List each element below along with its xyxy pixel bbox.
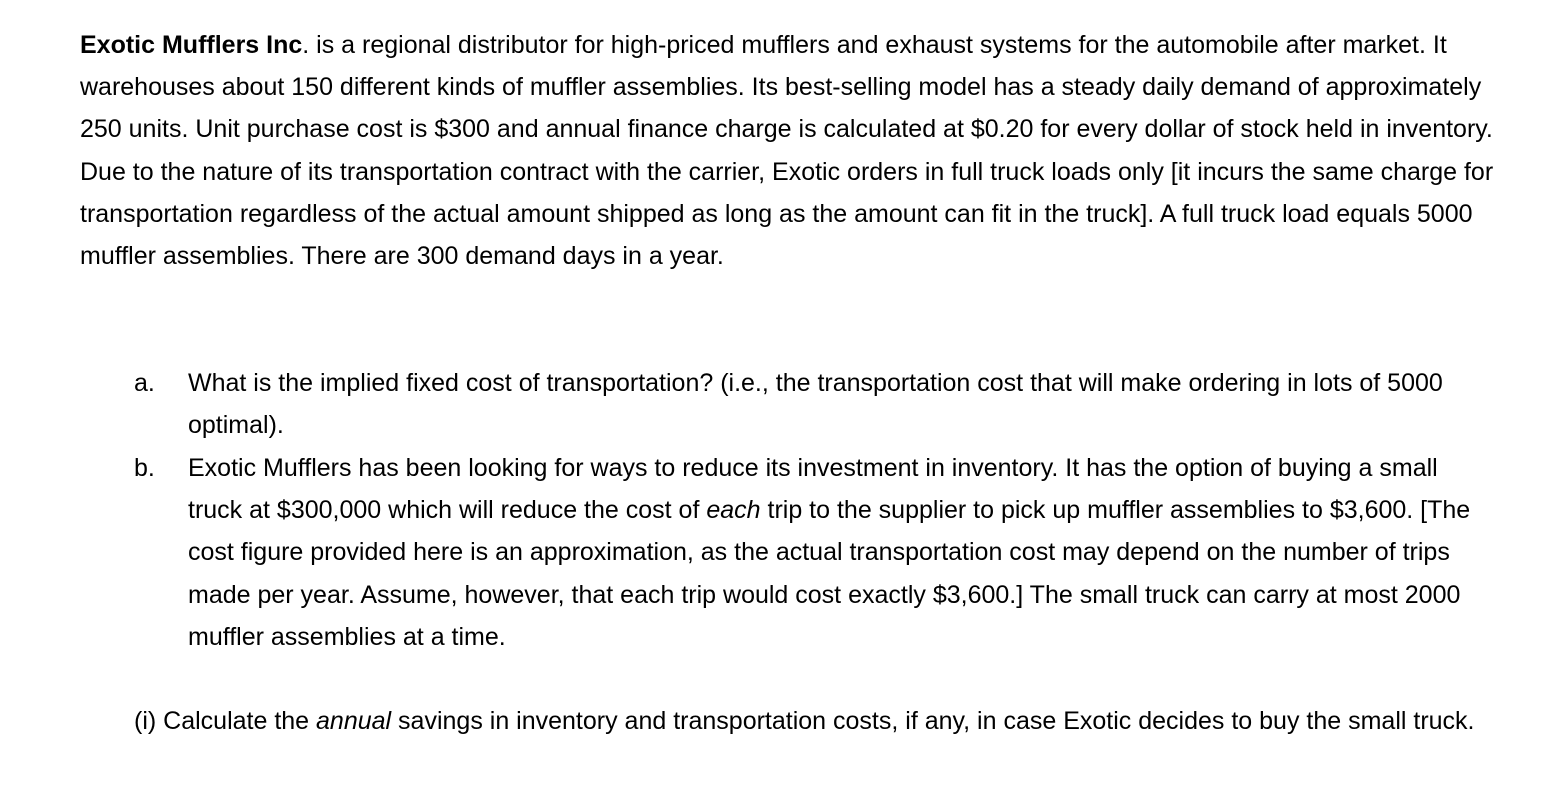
company-name: Exotic Mufflers Inc (80, 31, 303, 59)
subquestion-i (134, 700, 1484, 742)
question-a-label: a. (134, 369, 155, 397)
question-b-text-after: trip to the supplier to pick up muffler assemblies to $3,600. [The cost figure provided here is an approximation, as the actual transportation cost may depend on the number of trips made per year. Assume, however, that each trip would cost exactly $3,600.] The small truck can carry at most 2000 muffler assemblies at a time. (188, 496, 1471, 651)
subquestion-text-after: savings in inventory and transportation costs, if any, in case Exotic decides to buy the small truck. (391, 707, 1475, 735)
problem-statement-text: . is a regional distributor for high-priced mufflers and exhaust systems for the automobile after market. It warehouses about 150 different kinds of muffler assemblies. Its best-selling model has a steady daily demand of approximately 250 units. Unit purchase cost is $300 and annual finance charge is calculated at $0.20 for every dollar of stock held in inventory. Due to the nature of its transportation contract with the carrier, Exotic orders in full truck loads only [it incurs the same charge for transportation regardless of the actual amount shipped as long as the amount can fit in the truck]. A full truck load equals 5000 muffler assemblies. There are 300 demand days in a year. (80, 31, 1494, 271)
question-b-text-before: Exotic Mufflers has been looking for ways to reduce its investment in inventory. It has the option of buying a small truck at $300,000 which will reduce the cost of (188, 454, 1438, 525)
subquestion-emphasis: annual (316, 707, 392, 735)
question-b-emphasis: each (706, 496, 761, 525)
question-b-text (188, 447, 1478, 658)
question-a-text: What is the implied fixed cost of transportation? (i.e., the transportation cost that will make ordering in lots of 5000 optimal). (188, 369, 1443, 440)
subquestion-text-before: (i) Calculate the (134, 707, 317, 735)
question-b-label: b. (134, 454, 155, 482)
problem-statement (80, 24, 1500, 277)
